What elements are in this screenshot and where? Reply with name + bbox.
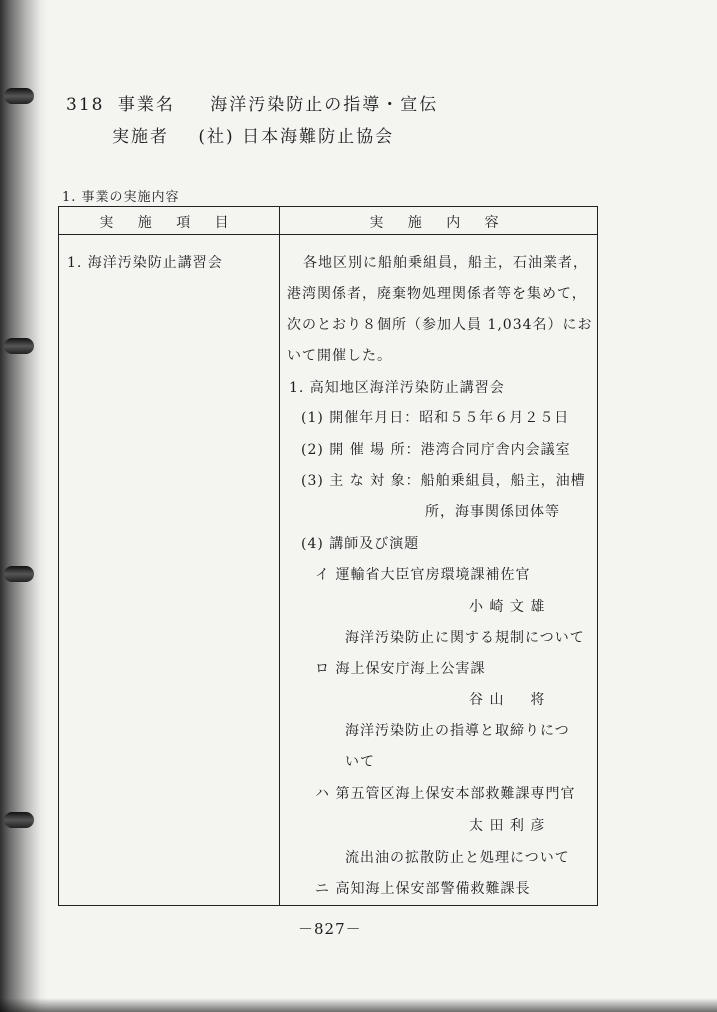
project-label: 事業名 <box>117 95 175 115</box>
section-title: 1. 事業の実施内容 <box>62 190 180 205</box>
content-line: 谷 山 将 <box>469 692 546 708</box>
content-line: 小 崎 文 雄 <box>469 599 546 615</box>
binder-ring <box>4 88 34 104</box>
content-line: イ 運輸省大臣官房環境課補佐官 <box>315 567 531 583</box>
content-line: 次のとおり８個所（参加人員 1,034名）にお <box>287 317 593 333</box>
content-line: いて <box>345 754 375 770</box>
binder-edge <box>0 0 48 1012</box>
content-line: ロ 海上保安庁海上公害課 <box>315 661 486 677</box>
bottom-shadow <box>0 998 717 1012</box>
content-line: 港湾関係者，廃棄物処理関係者等を集めて， <box>287 286 587 302</box>
content-line: (2) 開 催 場 所：港湾合同庁舎内会議室 <box>301 442 571 458</box>
content-table <box>58 206 598 906</box>
content-line: 1. 高知地区海洋汚染防止講習会 <box>289 380 505 396</box>
table-item: 1. 海洋汚染防止講習会 <box>67 255 223 271</box>
content-line: ハ 第五管区海上保安本部救難課専門官 <box>315 786 576 802</box>
column-divider <box>279 207 280 905</box>
content-line: 海洋汚染防止の指導と取締りにつ <box>345 723 570 739</box>
content-line: 所，海事関係団体等 <box>425 504 560 520</box>
content-line: 海洋汚染防止に関する規制について <box>345 630 585 646</box>
column-header-content: 実 施 内 容 <box>369 215 509 231</box>
project-name: 海洋汚染防止の指導・宣伝 <box>210 95 439 115</box>
content-line: (1) 開催年月日：昭和５５年６月２５日 <box>301 410 570 426</box>
binder-ring <box>4 566 34 582</box>
executor-label: 実施者 <box>112 127 169 147</box>
header-project-row <box>66 90 438 115</box>
content-line: 流出油の拡散防止と処理について <box>345 850 570 866</box>
page-number: －827－ <box>298 920 362 938</box>
project-number: 318 <box>66 95 105 115</box>
content-line: 太 田 利 彦 <box>469 818 546 834</box>
header-divider <box>59 234 597 235</box>
content-line: ニ 高知海上保安部警備救難課長 <box>315 881 531 897</box>
column-header-item: 実 施 項 目 <box>99 215 239 231</box>
header-executor-row <box>112 122 394 147</box>
content-line: いて開催した。 <box>287 348 392 364</box>
content-line: (4) 講師及び演題 <box>301 536 420 552</box>
content-line: (3) 主 な 対 象：船舶乗組員，船主，油槽 <box>301 473 586 489</box>
binder-ring <box>4 338 34 354</box>
executor-name: (社) 日本海難防止協会 <box>198 127 395 147</box>
content-line: 各地区別に船舶乗組員，船主，石油業者， <box>303 255 588 271</box>
binder-ring <box>4 812 34 828</box>
